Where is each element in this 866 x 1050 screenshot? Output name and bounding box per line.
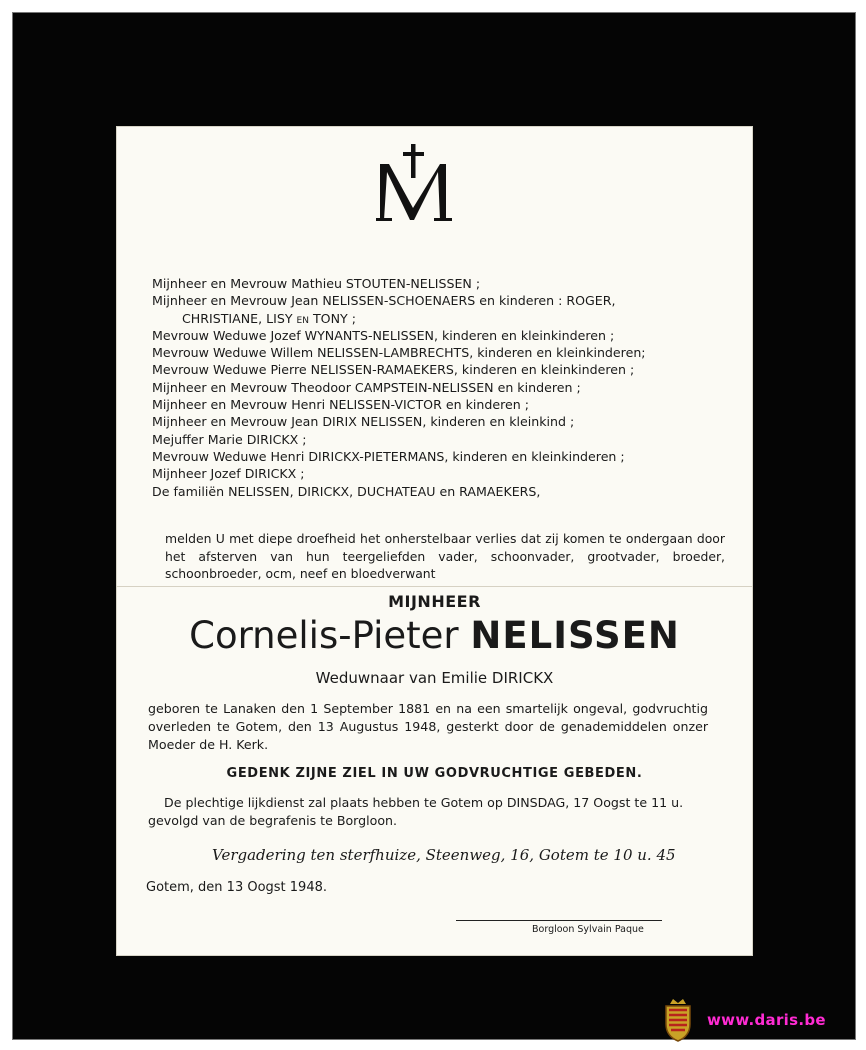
relative-line: Mijnheer Jozef DIRICKX ;	[152, 466, 305, 482]
deceased-name	[116, 614, 753, 657]
printer-rule	[456, 920, 662, 921]
relatives-list	[152, 275, 742, 500]
relative-line: Mejuffer Marie DIRICKX ;	[152, 431, 307, 447]
announcement-text: melden U met diepe droefheid het onherstelbaar verlies dat zij komen te ondergaan door het afsterven van hun teergeliefden vader, schoonvader, grootvader, broeder, schoonbroeder, ocm, neef en bloedverwant	[165, 531, 725, 581]
deceased-given-names: Cornelis-Pieter	[189, 614, 459, 657]
relative-line: Mevrouw Weduwe Pierre NELISSEN-RAMAEKERS, kinderen en kleinkinderen ;	[152, 362, 635, 378]
cross-monogram-icon	[374, 144, 454, 224]
relative-line: Mijnheer en Mevrouw Theodoor CAMPSTEIN-NELISSEN en kinderen ;	[152, 379, 581, 395]
relative-line: Mevrouw Weduwe Jozef WYNANTS-NELISSEN, kinderen en kleinkinderen ;	[152, 327, 615, 343]
relative-line: Mijnheer en Mevrouw Mathieu STOUTEN-NELISSEN ;	[152, 276, 481, 291]
website-watermark: www.daris.be	[707, 1011, 826, 1029]
widower-line: Weduwnaar van Emilie DIRICKX	[315, 669, 554, 687]
relative-line: Mijnheer en Mevrouw Jean NELISSEN-SCHOENAERS en kinderen : ROGER,	[152, 293, 616, 309]
relative-line: De familiën NELISSEN, DIRICKX, DUCHATEAU en RAMAEKERS,	[152, 483, 541, 499]
paper-fold-line	[116, 586, 753, 587]
printer-credit: Borgloon Sylvain Paque	[532, 924, 644, 935]
relative-line: CHRISTIANE, LISY en TONY ;	[182, 310, 356, 326]
coat-of-arms-icon	[662, 998, 694, 1042]
relative-line: Mevrouw Weduwe Henri DIRICKX-PIETERMANS, kinderen en kleinkinderen ;	[152, 448, 625, 464]
gathering-line: Vergadering ten sterfhuize, Steenweg, 16, Gotem te 10 u. 45	[212, 846, 676, 864]
place-date: Gotem, den 13 Oogst 1948.	[146, 880, 328, 895]
mourning-card	[116, 126, 753, 956]
prayer-request: GEDENK ZIJNE ZIEL IN UW GODVRUCHTIGE GEBEDEN.	[226, 766, 643, 781]
birth-death-text: geboren te Lanaken den 1 September 1881 en na een smartelijk ongeval, godvruchtig overleden te Gotem, den 13 Augustus 1948, gesterkt door de genademiddelen onzer Moeder de H. Kerk.	[148, 701, 708, 752]
relative-line: Mijnheer en Mevrouw Henri NELISSEN-VICTOR en kinderen ;	[152, 397, 529, 413]
relative-line: Mijnheer en Mevrouw Jean DIRIX NELISSEN, kinderen en kleinkind ;	[152, 414, 575, 430]
deceased-title: MIJNHEER	[388, 592, 481, 611]
black-mat-frame	[12, 12, 856, 1040]
funeral-service-text: De plechtige lijkdienst zal plaats hebben te Gotem op DINSDAG, 17 Oogst te 11 u. gevolgd van de begrafenis te Borgloon.	[148, 795, 684, 828]
deceased-surname: NELISSEN	[470, 614, 680, 657]
relative-line: Mevrouw Weduwe Willem NELISSEN-LAMBRECHTS, kinderen en kleinkinderen;	[152, 345, 646, 361]
